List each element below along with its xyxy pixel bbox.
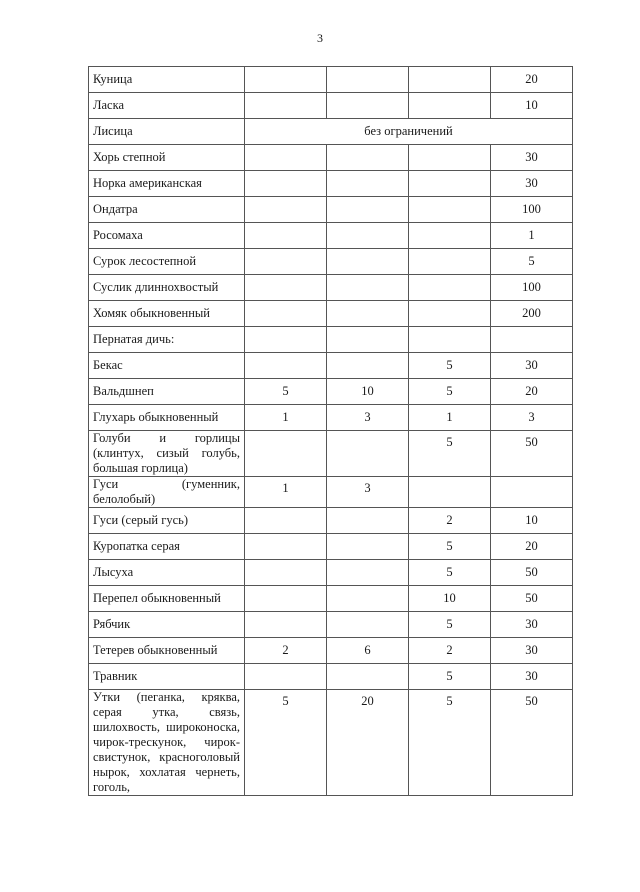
limit-cell-c4: 100	[491, 275, 573, 301]
limit-cell-c4: 20	[491, 67, 573, 93]
table-row	[89, 301, 573, 327]
limit-cell-c2	[327, 275, 409, 301]
limit-cell-c3	[409, 301, 491, 327]
limit-cell-c1	[245, 223, 327, 249]
limit-cell-c2	[327, 431, 409, 477]
limit-cell-c4: 20	[491, 379, 573, 405]
table-row	[89, 508, 573, 534]
limit-cell-c4: 30	[491, 638, 573, 664]
limit-cell-c3: 1	[409, 405, 491, 431]
limit-cell-c4	[491, 327, 573, 353]
limit-cell-c1	[245, 197, 327, 223]
limit-cell-c2	[327, 67, 409, 93]
limit-cell-c3: 5	[409, 534, 491, 560]
limit-cell-c4: 50	[491, 586, 573, 612]
limit-cell-c2: 10	[327, 379, 409, 405]
limit-cell-c1	[245, 275, 327, 301]
limit-cell-c2	[327, 171, 409, 197]
limit-cell-c2	[327, 586, 409, 612]
table-row	[89, 119, 573, 145]
limit-cell-c2	[327, 327, 409, 353]
limit-cell-c4: 200	[491, 301, 573, 327]
species-name-cell: Лисица	[89, 119, 245, 145]
table-row	[89, 93, 573, 119]
limit-cell-c1	[245, 171, 327, 197]
limit-cell-c4: 30	[491, 612, 573, 638]
limit-cell-c2	[327, 93, 409, 119]
species-name-cell: Хорь степной	[89, 145, 245, 171]
limit-cell-c3	[409, 93, 491, 119]
limit-cell-c1	[245, 249, 327, 275]
limit-cell-c2	[327, 534, 409, 560]
species-name-cell: Хомяк обыкновенный	[89, 301, 245, 327]
limit-cell-c1	[245, 67, 327, 93]
table-row	[89, 638, 573, 664]
limit-cell-c4: 100	[491, 197, 573, 223]
limit-cell-c1: 5	[245, 690, 327, 796]
limit-cell-c4: 5	[491, 249, 573, 275]
table-row	[89, 379, 573, 405]
table-row	[89, 197, 573, 223]
species-name-cell: Росомаха	[89, 223, 245, 249]
limit-cell-c4: 10	[491, 508, 573, 534]
limit-cell-c3: 5	[409, 560, 491, 586]
species-name-cell: Сурок лесостепной	[89, 249, 245, 275]
species-name-cell: Гуси (гуменник, белолобый)	[89, 477, 245, 508]
limit-cell-c1	[245, 534, 327, 560]
species-name-cell: Тетерев обыкновенный	[89, 638, 245, 664]
limit-cell-c1	[245, 93, 327, 119]
species-name-cell: Куница	[89, 67, 245, 93]
limit-cell-c2	[327, 508, 409, 534]
limit-cell-c4: 30	[491, 145, 573, 171]
limit-cell-c2	[327, 353, 409, 379]
limit-cell-c2	[327, 249, 409, 275]
limit-cell-c4: 1	[491, 223, 573, 249]
limit-cell-c1: 2	[245, 638, 327, 664]
species-name-cell: Вальдшнеп	[89, 379, 245, 405]
limit-cell-c1	[245, 301, 327, 327]
limit-cell-c3	[409, 145, 491, 171]
species-name-cell: Рябчик	[89, 612, 245, 638]
limit-cell-c4: 30	[491, 664, 573, 690]
species-name-cell: Пернатая дичь:	[89, 327, 245, 353]
limit-cell-c2: 3	[327, 405, 409, 431]
limit-cell-c2	[327, 301, 409, 327]
limit-cell-c4: 3	[491, 405, 573, 431]
limit-cell-c1	[245, 586, 327, 612]
limit-cell-c2	[327, 197, 409, 223]
species-name-cell: Утки (пеганка, кряква, серая утка, связь, шилохвость, широконоска, чирок-трескунок, чирок-свистунок, красноголовый нырок, хохлатая чернеть, гоголь,	[89, 690, 245, 796]
table-row	[89, 353, 573, 379]
limit-cell-c3	[409, 249, 491, 275]
limit-cell-c2	[327, 664, 409, 690]
limit-cell-c1	[245, 560, 327, 586]
table-row	[89, 171, 573, 197]
species-name-cell: Гуси (серый гусь)	[89, 508, 245, 534]
limit-cell-c2: 3	[327, 477, 409, 508]
table-row	[89, 664, 573, 690]
limit-cell-c3: 5	[409, 690, 491, 796]
limit-cell-c4: 30	[491, 171, 573, 197]
species-name-cell: Куропатка серая	[89, 534, 245, 560]
species-name-cell: Норка американская	[89, 171, 245, 197]
table-row	[89, 145, 573, 171]
limit-cell-c1: 1	[245, 477, 327, 508]
limit-cell-c3	[409, 275, 491, 301]
limit-cell-c3	[409, 67, 491, 93]
limit-cell-c3	[409, 171, 491, 197]
table-row	[89, 612, 573, 638]
table-row	[89, 327, 573, 353]
limit-cell-c1	[245, 612, 327, 638]
limit-cell-c2	[327, 612, 409, 638]
limit-cell-c1	[245, 508, 327, 534]
limit-cell-c3: 10	[409, 586, 491, 612]
table-row	[89, 223, 573, 249]
limit-cell-c3	[409, 327, 491, 353]
limit-cell-c4: 50	[491, 560, 573, 586]
table-row	[89, 275, 573, 301]
limit-cell-c4: 20	[491, 534, 573, 560]
limit-cell-c4: 50	[491, 431, 573, 477]
limit-cell-c4	[491, 477, 573, 508]
species-name-cell: Ондатра	[89, 197, 245, 223]
limit-cell-c3: 5	[409, 612, 491, 638]
species-name-cell: Травник	[89, 664, 245, 690]
limit-cell-c4: 10	[491, 93, 573, 119]
limit-cell-c2: 6	[327, 638, 409, 664]
limit-cell-c3: 2	[409, 638, 491, 664]
limit-cell-c3	[409, 197, 491, 223]
limit-cell-c2	[327, 560, 409, 586]
limit-cell-c3: 2	[409, 508, 491, 534]
merged-limit-cell: без ограничений	[245, 119, 573, 145]
table-row	[89, 560, 573, 586]
limit-cell-c3: 5	[409, 353, 491, 379]
species-name-cell: Суслик длиннохвостый	[89, 275, 245, 301]
table-row	[89, 249, 573, 275]
species-name-cell: Перепел обыкновенный	[89, 586, 245, 612]
limit-cell-c1: 1	[245, 405, 327, 431]
limit-cell-c1: 5	[245, 379, 327, 405]
species-name-cell: Голуби и горлицы (клинтух, сизый голубь, большая горлица)	[89, 431, 245, 477]
limit-cell-c2	[327, 145, 409, 171]
limit-cell-c1	[245, 353, 327, 379]
limit-cell-c4: 50	[491, 690, 573, 796]
limit-cell-c3: 5	[409, 664, 491, 690]
limit-cell-c3: 5	[409, 379, 491, 405]
limit-cell-c1	[245, 327, 327, 353]
table-row	[89, 690, 573, 796]
game-limits-table	[88, 66, 573, 796]
limit-cell-c1	[245, 664, 327, 690]
species-name-cell: Глухарь обыкновенный	[89, 405, 245, 431]
limit-cell-c2	[327, 223, 409, 249]
table-row	[89, 477, 573, 508]
limit-cell-c1	[245, 431, 327, 477]
limit-cell-c3	[409, 477, 491, 508]
table-row	[89, 534, 573, 560]
limit-cell-c3	[409, 223, 491, 249]
species-name-cell: Бекас	[89, 353, 245, 379]
species-name-cell: Ласка	[89, 93, 245, 119]
limit-cell-c2: 20	[327, 690, 409, 796]
limit-cell-c3: 5	[409, 431, 491, 477]
page-number: 3	[317, 31, 323, 45]
limit-cell-c4: 30	[491, 353, 573, 379]
table-row	[89, 431, 573, 477]
table-row	[89, 67, 573, 93]
species-name-cell: Лысуха	[89, 560, 245, 586]
limit-cell-c1	[245, 145, 327, 171]
table-row	[89, 405, 573, 431]
table-row	[89, 586, 573, 612]
table-body	[89, 67, 573, 796]
